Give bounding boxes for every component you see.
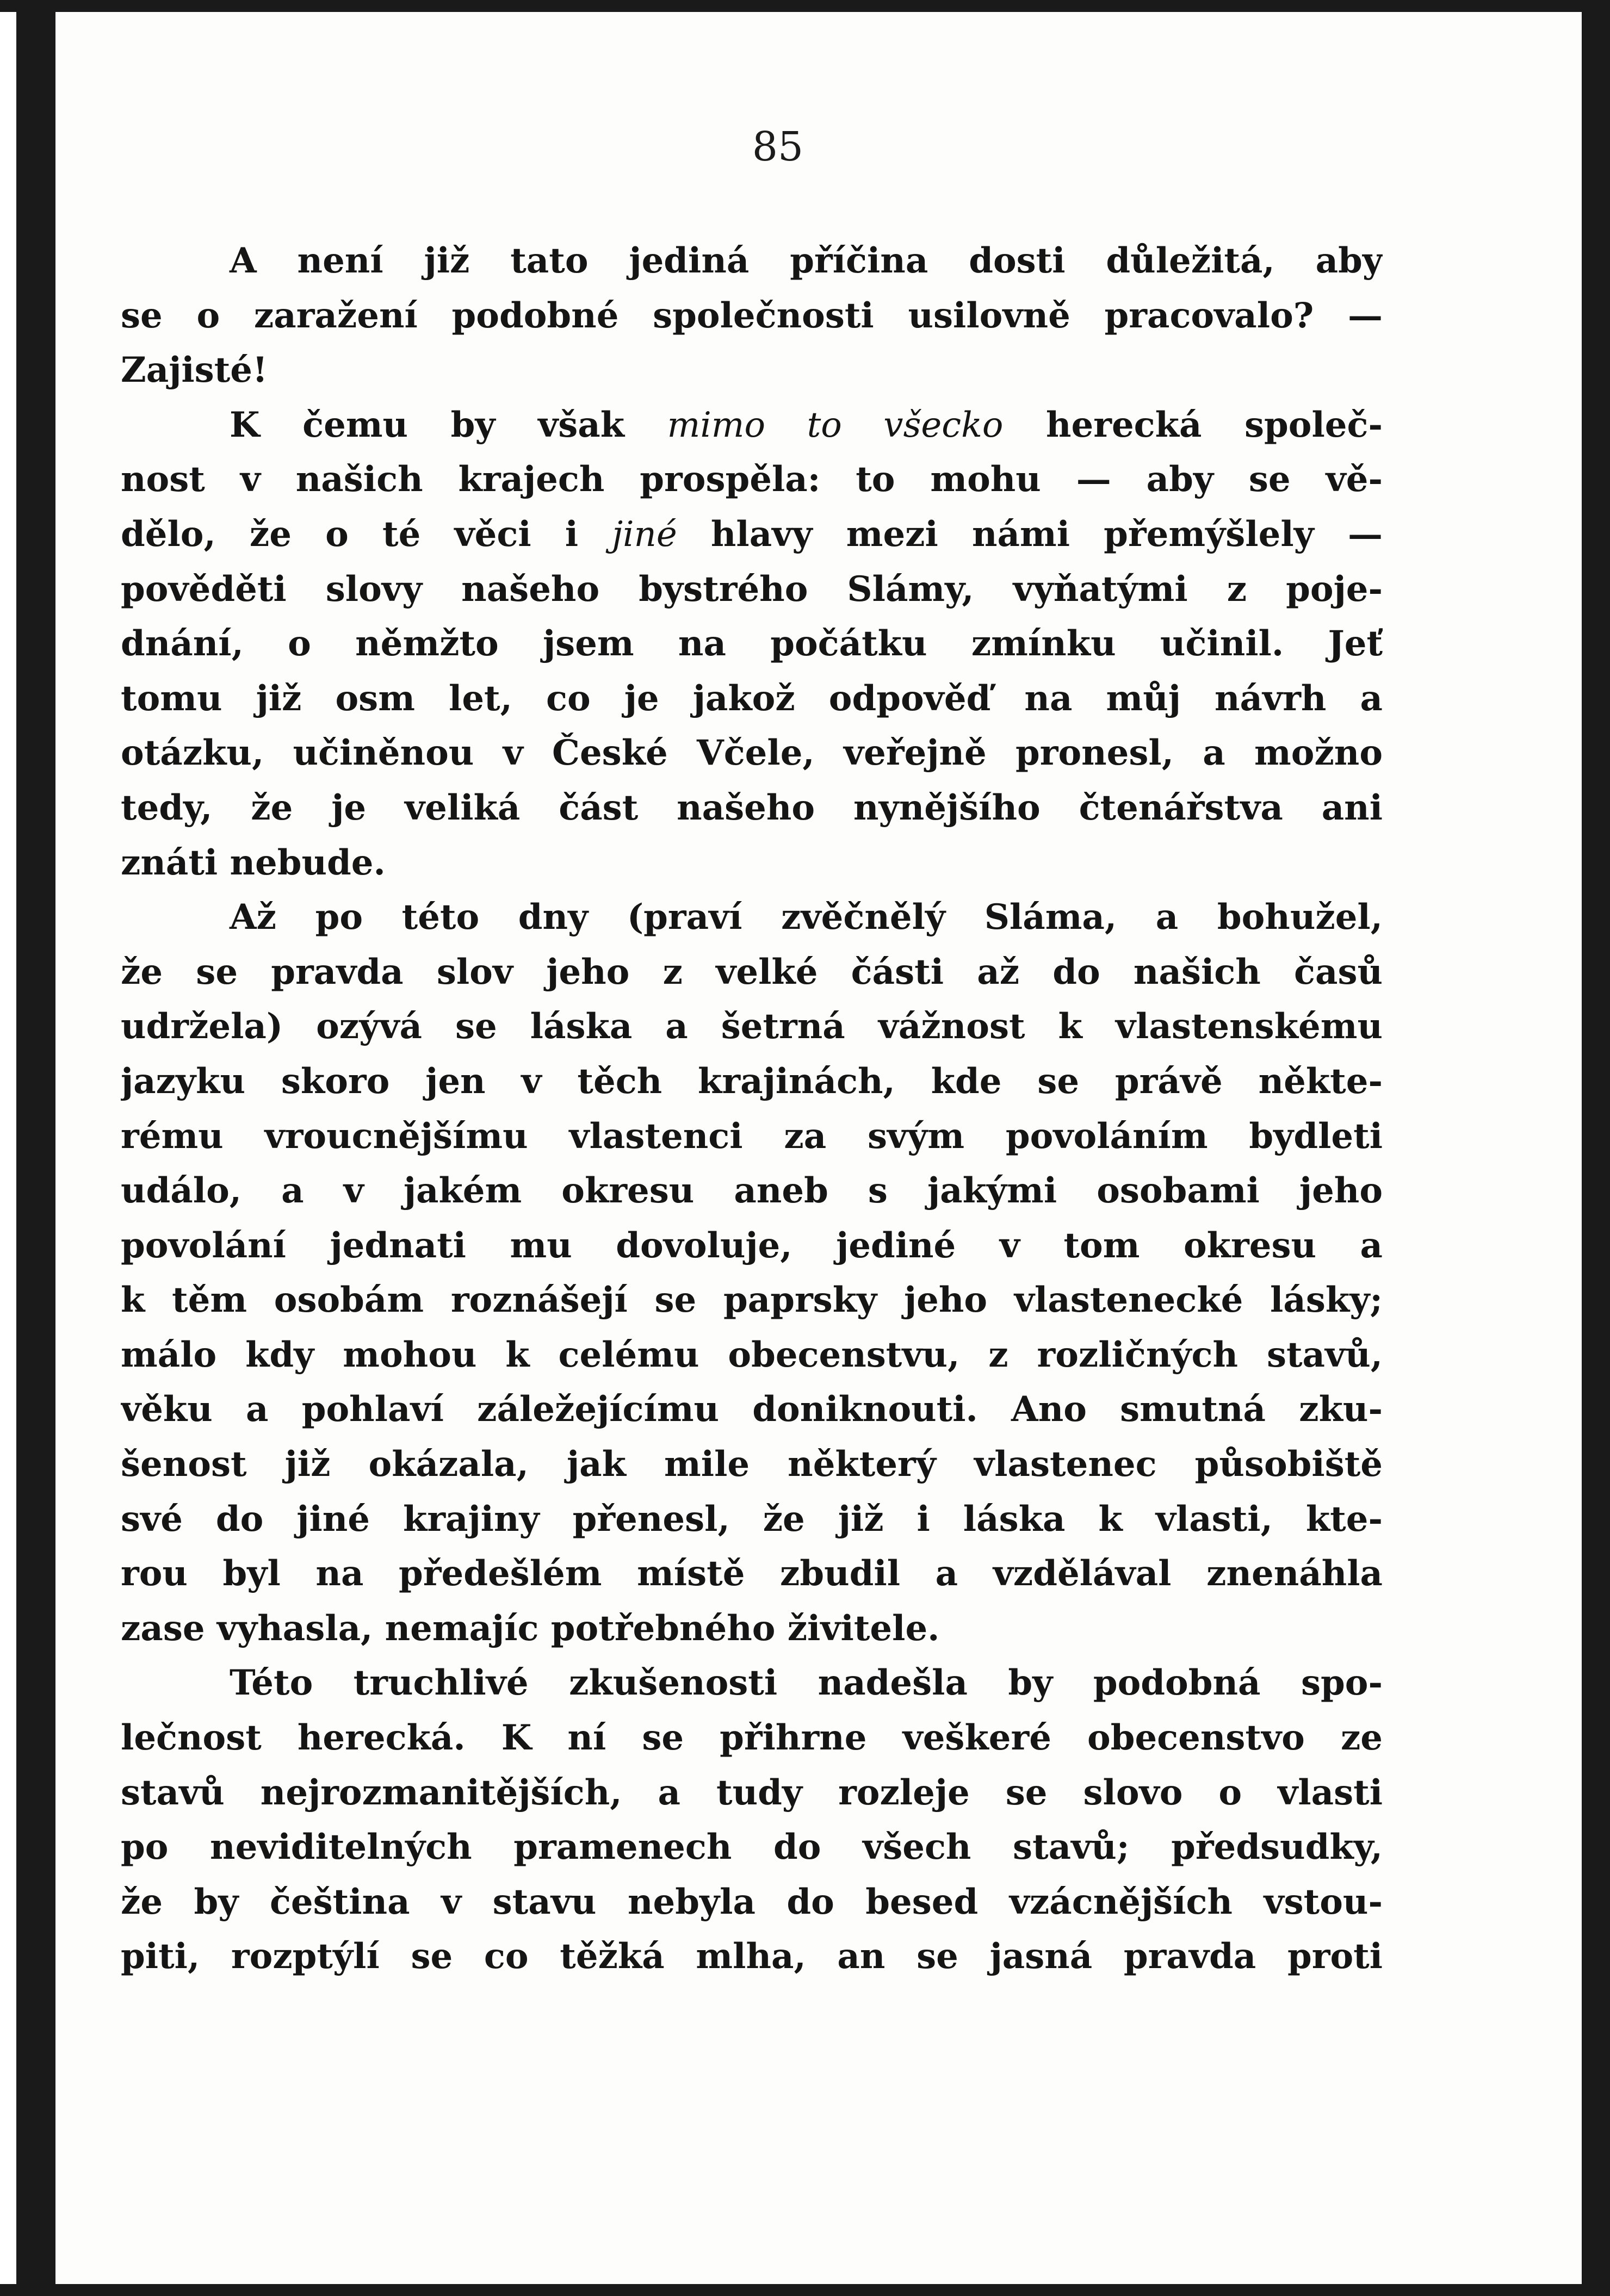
scan-border-top <box>0 0 1610 12</box>
italic-text-run: jiné <box>612 514 677 555</box>
text-run: lečnost herecká. K ní se přihrne veškeré obecenstvo ze <box>121 1717 1383 1759</box>
body-text <box>121 234 1383 1984</box>
text-line <box>121 562 1383 617</box>
text-run: piti, rozptýlí se co těžká mlha, an se jasná pravda proti <box>121 1936 1383 1977</box>
text-run: po neviditelných pramenech do všech stavů; předsudky, <box>121 1827 1383 1868</box>
text-run: pověděti slovy našeho bystrého Slámy, vyňatými z poje- <box>121 568 1383 610</box>
text-run: otázku, učiněnou v České Včele, veřejně pronesl, a možno <box>121 733 1383 774</box>
text-run: k těm osobám roznášejí se paprsky jeho vlastenecké lásky; <box>121 1280 1383 1321</box>
text-line <box>121 1382 1383 1437</box>
text-run: hlavy mezi námi přemýšlely — <box>677 513 1383 555</box>
text-run: málo kdy mohou k celému obecenstvu, z rozličných stavů, <box>121 1334 1383 1375</box>
text-run: herecká společ- <box>1003 404 1383 445</box>
text-run: Až po této dny (praví zvěčnělý Sláma, a bohužel, <box>230 897 1383 938</box>
text-line <box>121 1656 1383 1711</box>
text-line <box>121 781 1383 836</box>
text-line <box>121 836 1383 891</box>
text-line <box>121 1547 1383 1602</box>
text-line <box>121 1492 1383 1547</box>
text-line <box>121 452 1383 507</box>
text-line <box>121 1602 1383 1656</box>
text-line <box>121 672 1383 727</box>
scan-border-bottom <box>0 2284 1610 2296</box>
text-line <box>121 617 1383 672</box>
text-line <box>121 1437 1383 1492</box>
text-run: šenost již okázala, jak mile některý vlastenec působiště <box>121 1444 1383 1485</box>
text-line <box>121 1219 1383 1274</box>
text-run: K čemu by však <box>230 404 667 445</box>
text-run: nost v našich krajech prospěla: to mohu — aby se vě- <box>121 459 1383 500</box>
scan-border-left <box>16 0 55 2296</box>
text-line <box>121 945 1383 1000</box>
text-run: jazyku skoro jen v těch krajinách, kde se právě někte- <box>121 1060 1383 1102</box>
text-run: se o zaražení podobné společnosti usilovně pracovalo? — <box>121 295 1383 336</box>
text-run: znáti nebude. <box>121 842 386 883</box>
page-number: 85 <box>752 123 804 170</box>
text-run: Zajisté! <box>121 350 268 391</box>
text-run: událo, a v jakém okresu aneb s jakými osobami jeho <box>121 1170 1383 1212</box>
text-line <box>121 1109 1383 1164</box>
text-run: tedy, že je veliká část našeho nynějšího čtenářstva ani <box>121 787 1383 828</box>
text-line <box>121 1328 1383 1383</box>
text-run: věku a pohlaví záležejícímu doniknouti. Ano smutná zku- <box>121 1389 1383 1430</box>
text-run: A není již tato jediná příčina dosti důležitá, aby <box>230 240 1383 281</box>
text-run: dnání, o němžto jsem na počátku zmínku učinil. Jeť <box>121 623 1383 665</box>
text-run: rou byl na předešlém místě zbudil a vzdělával znenáhla <box>121 1553 1383 1594</box>
text-run: Této truchlivé zkušenosti nadešla by podobná spo- <box>230 1662 1383 1704</box>
text-line <box>121 1164 1383 1219</box>
text-run: své do jiné krajiny přenesl, že již i láska k vlasti, kte- <box>121 1498 1383 1540</box>
text-line <box>121 1711 1383 1766</box>
text-run: udržela) ozývá se láska a šetrná vážnost k vlastenskému <box>121 1006 1383 1047</box>
text-run: rému vroucnějšímu vlastenci za svým povoláním bydleti <box>121 1115 1383 1157</box>
italic-text-run: mimo to všecko <box>667 405 1004 445</box>
text-line <box>121 1929 1383 1984</box>
text-run: dělo, že o té věci i <box>121 513 612 555</box>
text-line <box>121 1766 1383 1821</box>
text-line <box>121 1875 1383 1930</box>
text-run: tomu již osm let, co je jakož odpověď na můj návrh a <box>121 678 1383 719</box>
text-run: povolání jednati mu dovoluje, jediné v tom okresu a <box>121 1225 1383 1266</box>
scan-border-right <box>1582 0 1610 2296</box>
text-run: stavů nejrozmanitějších, a tudy rozleje se slovo o vlasti <box>121 1772 1383 1813</box>
text-line <box>121 1000 1383 1054</box>
text-line <box>121 234 1383 289</box>
text-line <box>121 398 1383 453</box>
text-line <box>121 507 1383 562</box>
text-line <box>121 726 1383 781</box>
text-line <box>121 343 1383 398</box>
text-line <box>121 1054 1383 1109</box>
text-line <box>121 890 1383 945</box>
text-line <box>121 1820 1383 1875</box>
text-line <box>121 1273 1383 1328</box>
text-line <box>121 289 1383 344</box>
text-run: že se pravda slov jeho z velké části až do našich časů <box>121 951 1383 992</box>
text-run: že by čeština v stavu nebyla do besed vzácnějších vstou- <box>121 1881 1383 1922</box>
text-run: zase vyhasla, nemajíc potřebného živitele. <box>121 1608 940 1649</box>
